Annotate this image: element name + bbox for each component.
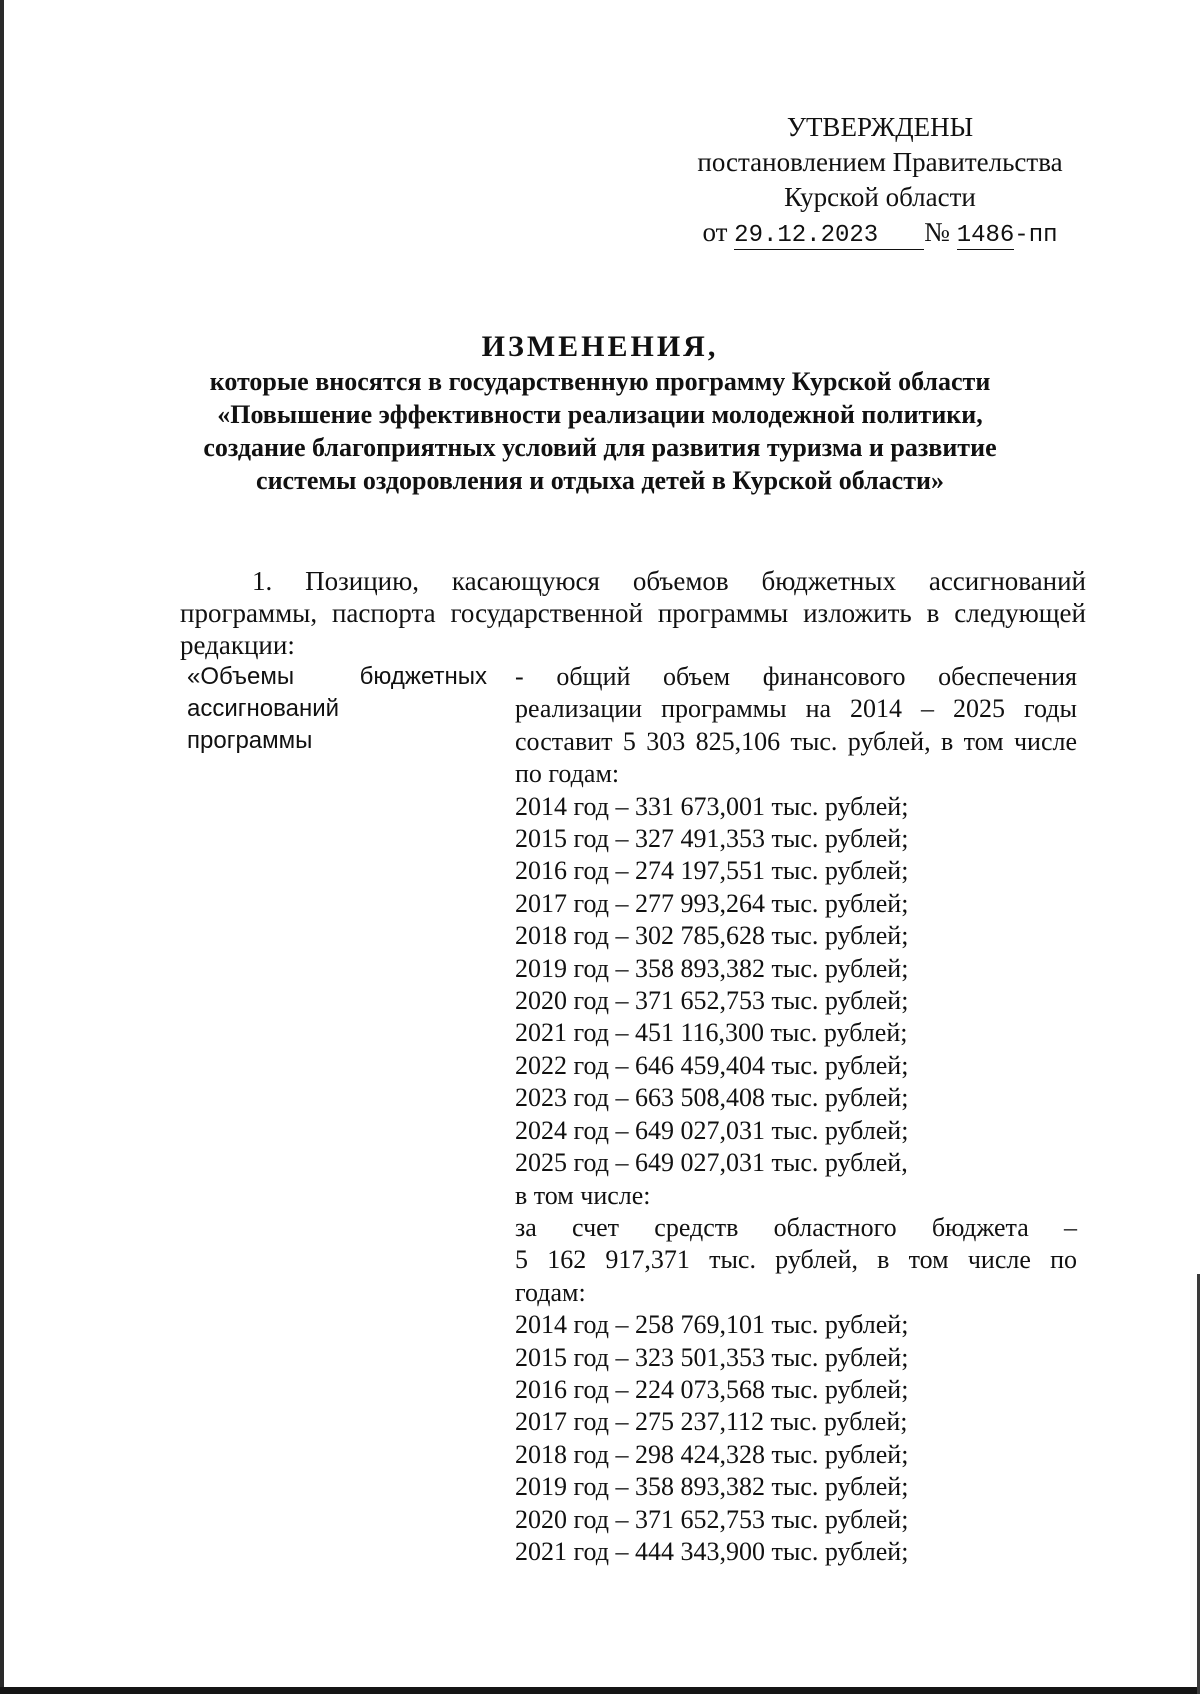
year-row: 2019 год – 358 893,382 тыс. рублей; [515, 953, 909, 983]
total-line-4: по годам: [515, 759, 620, 789]
number-suffix: -пп [1014, 222, 1058, 249]
approval-number: 1486 [956, 222, 1015, 249]
year-row: 2025 год – 649 027,031 тыс. рублей, [515, 1148, 908, 1178]
approval-heading: УТВЕРЖДЕНЫ [786, 112, 974, 142]
total-line-1: - общий объем финансового обеспечения [515, 662, 1077, 691]
regional-year-row: 2015 год – 323 501,353 тыс. рублей; [515, 1342, 909, 1372]
budget-position-content [515, 661, 1077, 1568]
regional-year-row: 2017 год – 275 237,112 тыс. рублей; [515, 1407, 908, 1437]
year-row: 2014 год – 331 673,001 тыс. рублей; [515, 791, 909, 821]
number-prefix: № [924, 217, 950, 247]
title-line-1: которые вносятся в государственную программу Курской области [209, 367, 991, 396]
year-row: 2016 год – 274 197,551 тыс. рублей; [515, 856, 909, 886]
approval-resolution-line: постановлением Правительства [697, 147, 1063, 177]
total-line-3: составит 5 303 825,106 тыс. рублей, в том числе [515, 726, 1077, 756]
regional-year-row: 2020 год – 371 652,753 тыс. рублей; [515, 1504, 909, 1534]
including-line: в том числе: [515, 1180, 651, 1210]
intro-paragraph [180, 565, 1086, 661]
approval-block [680, 110, 1080, 253]
regional-line-1: за счет средств областного бюджета – [515, 1212, 1077, 1242]
intro-line-3: редакции: [180, 630, 295, 660]
regional-year-row: 2019 год – 358 893,382 тыс. рублей; [515, 1472, 909, 1502]
left-line-3: программы [187, 727, 313, 754]
regional-line-2: 5 162 917,371 тыс. рублей, в том числе по [515, 1245, 1077, 1275]
document-title [150, 330, 1050, 497]
year-row: 2015 год – 327 491,353 тыс. рублей; [515, 824, 909, 854]
approval-date: 29.12.2023 [734, 223, 924, 250]
scan-edge-bottom [0, 1687, 1200, 1694]
left-line-1: «Объемы бюджетных [187, 663, 487, 690]
title-heading: ИЗМЕНЕНИЯ, [481, 330, 719, 363]
intro-line-2: программы, паспорта государственной программы изложить в следующей [180, 598, 1086, 628]
left-line-2: ассигнований [187, 695, 340, 722]
regional-year-row: 2016 год – 224 073,568 тыс. рублей; [515, 1374, 909, 1404]
scan-edge-left [0, 0, 4, 1694]
date-prefix: от [702, 217, 728, 247]
year-row: 2020 год – 371 652,753 тыс. рублей; [515, 986, 909, 1016]
year-row: 2021 год – 451 116,300 тыс. рублей; [515, 1018, 908, 1048]
year-row: 2018 год – 302 785,628 тыс. рублей; [515, 921, 909, 951]
approval-date-number-line [680, 215, 1080, 253]
regional-year-row: 2014 год – 258 769,101 тыс. рублей; [515, 1310, 909, 1340]
regional-year-row: 2018 год – 298 424,328 тыс. рублей; [515, 1439, 909, 1469]
approval-region-line: Курской области [784, 182, 976, 212]
total-line-2: реализации программы на 2014 – 2025 годы [515, 694, 1077, 724]
regional-line-3: годам: [515, 1277, 586, 1307]
intro-line-1: 1. Позицию, касающуюся объемов бюджетных ассигнований [252, 566, 1086, 596]
year-row: 2024 год – 649 027,031 тыс. рублей; [515, 1115, 909, 1145]
year-row: 2017 год – 277 993,264 тыс. рублей; [515, 888, 909, 918]
title-line-4: системы оздоровления и отдыха детей в Курской области» [256, 466, 944, 495]
budget-position-label [187, 661, 487, 757]
year-row: 2023 год – 663 508,408 тыс. рублей; [515, 1083, 909, 1113]
regional-year-row: 2021 год – 444 343,900 тыс. рублей; [515, 1536, 909, 1566]
title-line-2: «Повышение эффективности реализации молодежной политики, [217, 400, 983, 429]
title-line-3: создание благоприятных условий для развития туризма и развитие [203, 433, 997, 462]
year-row: 2022 год – 646 459,404 тыс. рублей; [515, 1050, 909, 1080]
